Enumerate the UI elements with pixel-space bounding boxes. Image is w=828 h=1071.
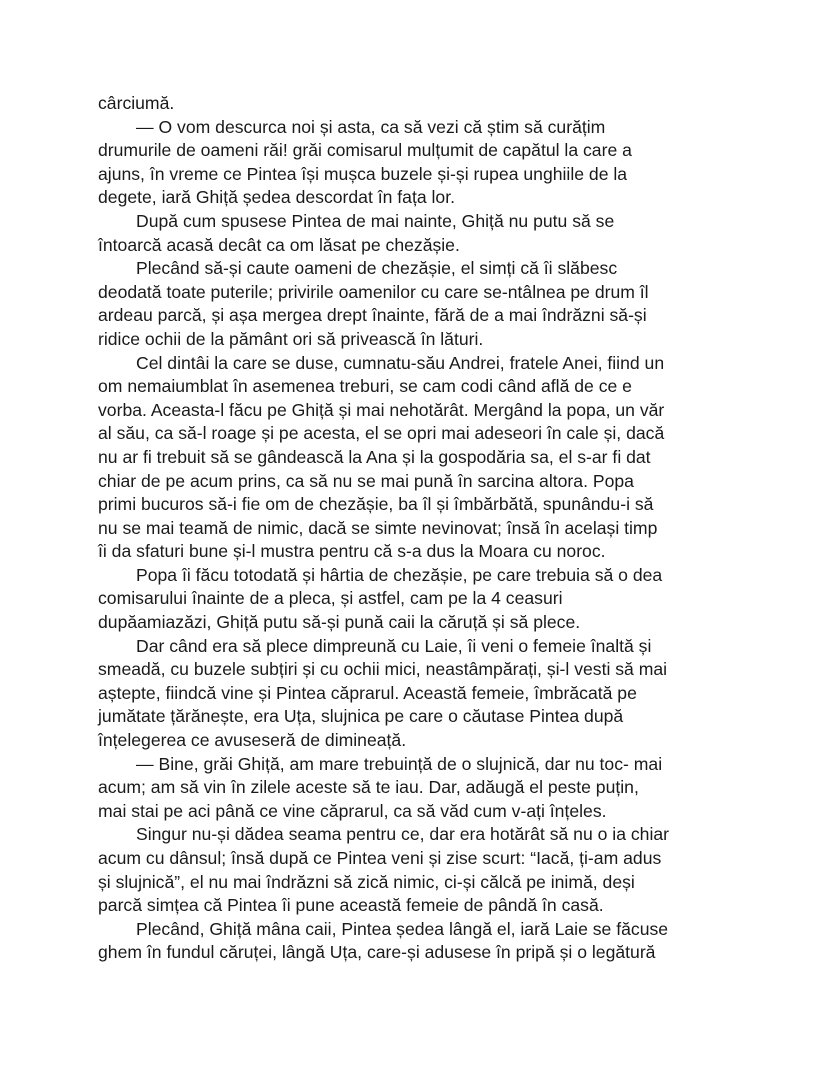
text-line: nu se mai teamă de nimic, dacă se simte nevinovat; însă în același timp <box>98 517 658 538</box>
text-line: smeadă, cu buzele subțiri și cu ochii mici, neastâmpărați, și-l vesti să mai <box>98 659 668 680</box>
text-line: Singur nu-și dădea seama pentru ce, dar era hotărât să nu o ia chiar <box>136 824 670 845</box>
text-line: îi da sfaturi bune și-l mustra pentru că s-a dus la Moara cu noroc. <box>98 541 606 562</box>
text-line: deodată toate puterile; privirile oamenilor cu care se-ntâlnea pe drum îl <box>98 281 649 302</box>
text-line: întoarcă acasă decât ca om lăsat pe chezășie. <box>98 234 460 255</box>
paragraph-6 <box>98 564 738 635</box>
text-line: — O vom descurca noi și asta, ca să vezi că știm să curățim <box>136 116 606 137</box>
document-page <box>98 92 738 965</box>
text-line: După cum spusese Pintea de mai nainte, Ghiță nu putu să se <box>136 210 615 231</box>
text-line: om nemaiumblat în asemenea treburi, se cam codi când află de ce e <box>98 376 632 397</box>
text-line: al său, ca să-l roage și pe acesta, el se opri mai adeseori în cale și, dacă <box>98 423 665 444</box>
paragraph-4 <box>98 257 738 351</box>
text-line: chiar de pe acum prins, ca să nu se mai pună în sarcina altora. Popa <box>98 470 634 491</box>
text-line: parcă simțea că Pintea îi pune această femeie de pândă în casă. <box>98 895 604 916</box>
text-line: cârciumă. <box>98 93 175 113</box>
text-line: Plecând să-și caute oameni de chezășie, el simți că îi slăbesc <box>136 258 618 279</box>
text-line: Plecând, Ghiță mâna caii, Pintea ședea lângă el, iară Laie se făcuse <box>136 918 669 939</box>
paragraph-5 <box>98 352 738 564</box>
text-line: Dar când era să plece dimpreună cu Laie, îi veni o femeie înaltă și <box>136 635 652 656</box>
text-line: degete, iară Ghiță ședea descordat în fața lor. <box>98 187 455 208</box>
paragraph-7 <box>98 635 738 753</box>
text-line: ghem în fundul căruței, lângă Uța, care-și adusese în pripă și o legătură <box>98 942 656 963</box>
text-line: primi bucuros să-i fie om de chezășie, ba îl și îmbărbătă, spunându-i să <box>98 494 654 515</box>
text-line: dupăamiazăzi, Ghiță putu să-și pună caii la căruță și să plece. <box>98 612 581 633</box>
text-line: mai stai pe aci până ce vine căprarul, ca să văd cum v-ați înțeles. <box>98 800 607 821</box>
text-line: drumurile de oameni răi! grăi comisarul mulțumit de capătul la care a <box>98 140 632 161</box>
text-line: nu ar fi trebuit să se gândească la Ana și la gospodăria sa, el s-ar fi dat <box>98 446 651 467</box>
text-line: Cel dintâi la care se duse, cumnatu-său Andrei, fratele Anei, fiind un <box>136 352 665 373</box>
text-line: — Bine, grăi Ghiță, am mare trebuință de o slujnică, dar nu toc- mai <box>136 753 663 774</box>
paragraph-3 <box>98 210 738 257</box>
text-line: jumătate țărănește, era Uța, slujnica pe care o căutase Pintea după <box>98 706 624 727</box>
text-line: aștepte, fiindcă vine și Pintea căprarul. Această femeie, îmbrăcată pe <box>98 682 637 703</box>
text-line: ridice ochii de la pământ ori să privească în lături. <box>98 328 484 349</box>
paragraph-10 <box>98 918 738 965</box>
text-line: acum; am să vin în zilele aceste să te iau. Dar, adăugă el peste puțin, <box>98 777 639 798</box>
text-line: acum cu dânsul; însă după ce Pintea veni și zise scurt: “Iacă, ți-am adus <box>98 848 662 868</box>
text-line: comisarului înainte de a pleca, și astfel, cam pe la 4 ceasuri <box>98 588 563 609</box>
text-line: ardeau parcă, și așa mergea drept înainte, fără de a mai îndrăzni să-și <box>98 305 647 326</box>
paragraph-1 <box>98 92 738 116</box>
paragraph-9 <box>98 823 738 917</box>
text-line: înțelegerea ce avuseseră de dimineață. <box>98 730 407 751</box>
paragraph-2 <box>98 116 738 210</box>
paragraph-8 <box>98 753 738 824</box>
text-line: vorba. Aceasta-l făcu pe Ghiță și mai nehotărât. Mergând la popa, un văr <box>98 399 665 420</box>
text-line: Popa îi făcu totodată și hârtia de chezășie, pe care trebuia să o dea <box>136 564 663 585</box>
text-line: și slujnică”, el nu mai îndrăzni să zică nimic, ci-și călcă pe inimă, deși <box>98 871 635 892</box>
text-line: ajuns, în vreme ce Pintea își mușca buzele și-și rupea unghiile de la <box>98 163 628 184</box>
